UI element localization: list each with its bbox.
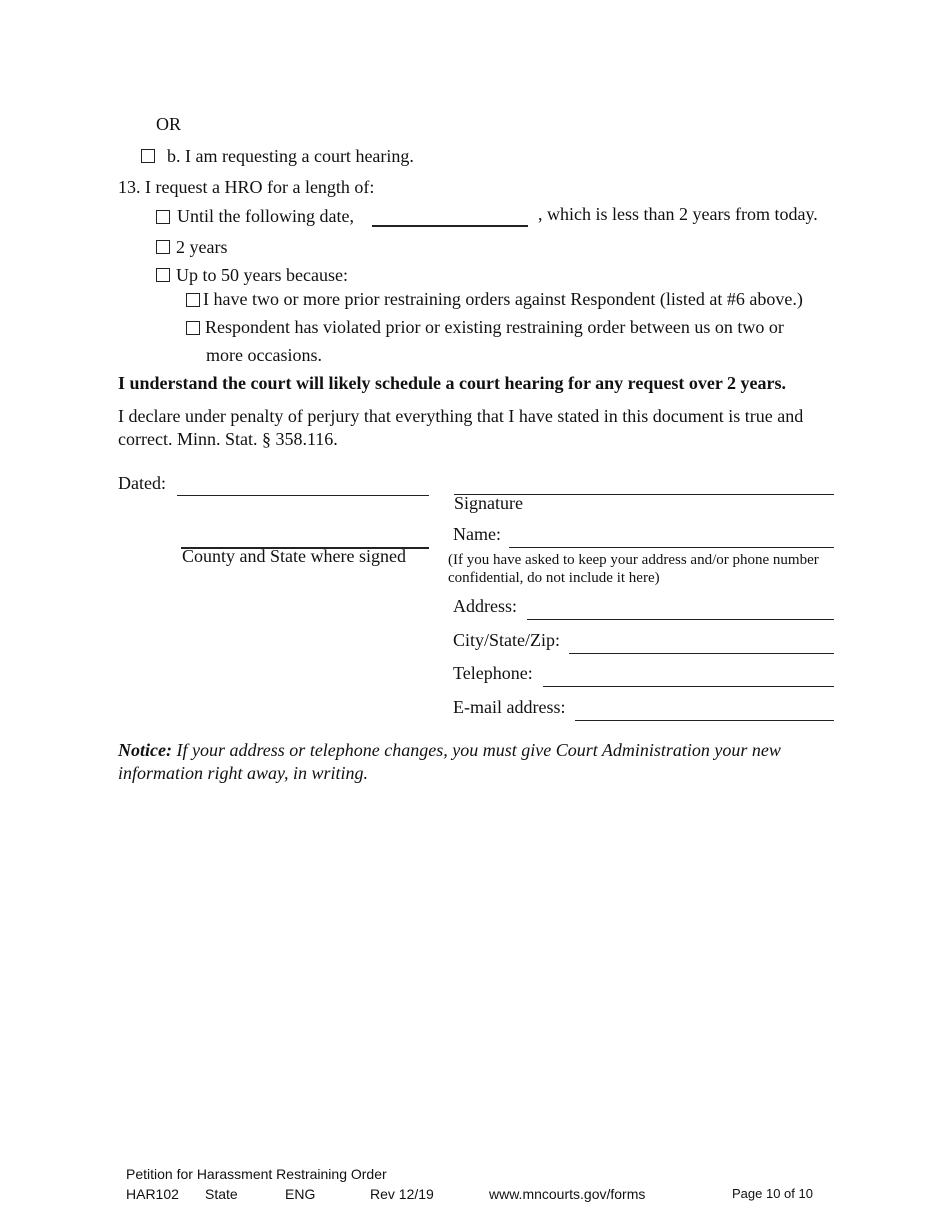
footer-form-title: Petition for Harassment Restraining Order xyxy=(126,1166,387,1182)
city-state-zip-field[interactable] xyxy=(569,653,834,654)
two-years-label: 2 years xyxy=(176,237,228,257)
signature-label: Signature xyxy=(454,493,523,513)
confidential-note-line2: confidential, do not include it here) xyxy=(448,570,660,586)
court-hearing-statement: I understand the court will likely schedule a court hearing for any request over 2 years. xyxy=(118,373,786,393)
up-to-50-years-label: Up to 50 years because: xyxy=(176,265,348,285)
name-field[interactable] xyxy=(509,547,834,548)
prior-orders-checkbox[interactable] xyxy=(186,293,200,307)
footer-website-link[interactable]: www.mncourts.gov/forms xyxy=(489,1186,646,1202)
violated-orders-label-line2: more occasions. xyxy=(206,345,322,365)
until-date-label: Until the following date, xyxy=(177,206,354,226)
name-label: Name: xyxy=(453,524,501,544)
prior-orders-label: I have two or more prior restraining orders against Respondent (listed at #6 above.) xyxy=(203,289,803,309)
violated-orders-checkbox[interactable] xyxy=(186,321,200,335)
up-to-50-years-checkbox[interactable] xyxy=(156,268,170,282)
city-state-zip-label: City/State/Zip: xyxy=(453,630,560,650)
notice-line1 xyxy=(118,740,781,761)
notice-line2: information right away, in writing. xyxy=(118,763,369,783)
telephone-label: Telephone: xyxy=(453,663,533,683)
until-date-suffix: , which is less than 2 years from today. xyxy=(538,204,818,224)
item13-heading: 13. I request a HRO for a length of: xyxy=(118,177,375,197)
address-field[interactable] xyxy=(527,619,834,620)
dated-field[interactable] xyxy=(177,495,429,496)
footer-form-type: State xyxy=(205,1186,238,1202)
email-label: E-mail address: xyxy=(453,697,566,717)
declaration-line1: I declare under penalty of perjury that everything that I have stated in this document is true and xyxy=(118,406,804,426)
footer-form-code: HAR102 xyxy=(126,1186,179,1202)
email-field[interactable] xyxy=(575,720,834,721)
dated-label: Dated: xyxy=(118,473,166,493)
confidential-note-line1: (If you have asked to keep your address and/or phone number xyxy=(448,552,819,568)
two-years-checkbox[interactable] xyxy=(156,240,170,254)
address-label: Address: xyxy=(453,596,517,616)
footer-language: ENG xyxy=(285,1186,316,1202)
hearing-request-checkbox[interactable] xyxy=(141,149,155,163)
violated-orders-label-line1: Respondent has violated prior or existing restraining order between us on two or xyxy=(205,317,784,337)
footer-page-number: Page 10 of 10 xyxy=(732,1186,813,1201)
or-label: OR xyxy=(156,114,182,134)
footer-revision: Rev 12/19 xyxy=(370,1186,434,1202)
until-date-checkbox[interactable] xyxy=(156,210,170,224)
until-date-field[interactable] xyxy=(372,225,528,227)
notice-label: Notice: xyxy=(118,740,172,760)
telephone-field[interactable] xyxy=(543,686,834,687)
declaration-line2: correct. Minn. Stat. § 358.116. xyxy=(118,429,338,449)
hearing-request-label: b. I am requesting a court hearing. xyxy=(167,146,414,166)
notice-text: If your address or telephone changes, you must give Court Administration your new xyxy=(171,740,781,760)
county-state-label: County and State where signed xyxy=(182,546,406,566)
